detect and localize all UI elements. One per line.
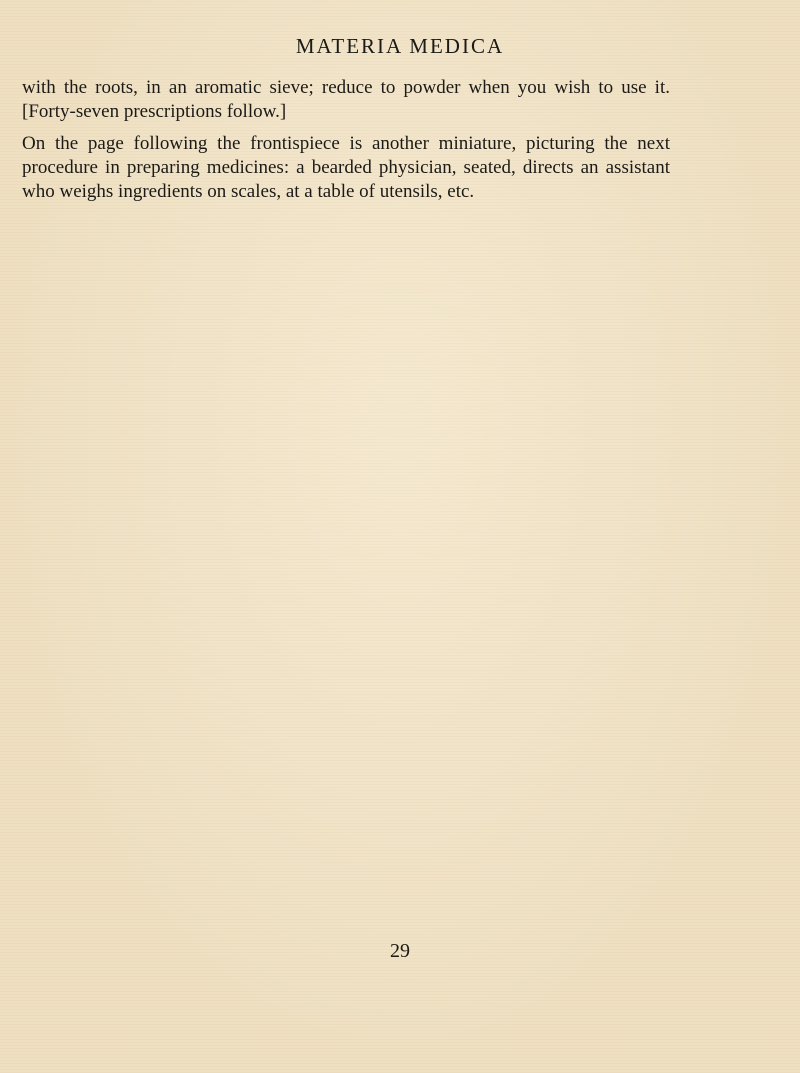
body-text xyxy=(22,76,670,204)
paragraph-1: with the roots, in an aromatic sieve; reduce to powder when you wish to use it. [Forty-seven prescriptions follow.] xyxy=(22,77,670,122)
running-head: MATERIA MEDICA xyxy=(295,34,505,58)
page-number: 29 xyxy=(390,940,410,962)
paragraph-2: On the page following the frontispiece is another miniature, picturing the next procedure in preparing medicines: a bearded physician, seated, directs an assistant who weighs ingredients on scales, at a table of utensils, etc. xyxy=(22,133,670,202)
